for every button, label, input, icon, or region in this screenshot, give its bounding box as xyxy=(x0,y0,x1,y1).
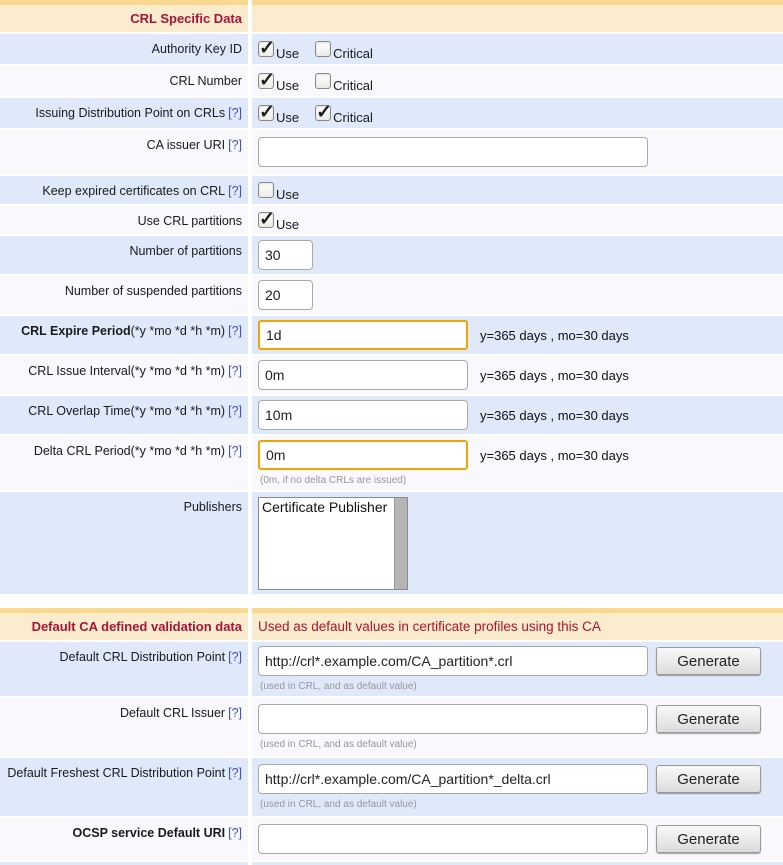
use-checkbox-label: Use xyxy=(276,45,300,61)
section-title: CRL Specific Data xyxy=(0,0,248,32)
row-crl-number xyxy=(0,66,783,96)
number-of-suspended-partitions-input[interactable] xyxy=(258,280,313,310)
use-checkbox[interactable] xyxy=(258,105,274,121)
field-label: CRL Number xyxy=(0,66,248,96)
time-conversion-hint: y=365 days , mo=30 days xyxy=(480,327,629,343)
field-label xyxy=(0,642,248,696)
field-label xyxy=(0,176,248,204)
field-label xyxy=(0,396,248,434)
help-link[interactable]: [?] xyxy=(228,444,242,458)
field-label xyxy=(0,98,248,128)
help-link[interactable]: [?] xyxy=(228,766,242,780)
field-label: Authority Key ID xyxy=(0,34,248,64)
help-link[interactable]: [?] xyxy=(228,324,242,338)
field-label xyxy=(0,316,248,354)
use-checkbox[interactable] xyxy=(258,182,274,198)
row-issuing-distribution-point xyxy=(0,98,783,128)
help-link[interactable]: [?] xyxy=(228,826,242,840)
field-label-text: Default CRL Issuer xyxy=(119,706,226,720)
field-note: (used in CRL, and as default value) xyxy=(260,681,417,692)
field-label xyxy=(0,130,248,174)
help-link[interactable]: [?] xyxy=(228,364,242,378)
field-label-bold: OCSP service Default URI xyxy=(72,826,226,840)
field-label: Use CRL partitions xyxy=(0,206,248,234)
help-link[interactable]: [?] xyxy=(228,404,242,418)
field-label: Number of partitions xyxy=(0,236,248,274)
publishers-listbox-content xyxy=(259,498,394,589)
field-label-suffix: (*y *mo *d *h *m) xyxy=(130,324,226,338)
generate-button[interactable]: Generate xyxy=(656,647,761,675)
row-keep-expired-certificates xyxy=(0,176,783,204)
field-label xyxy=(0,356,248,394)
ocsp-service-default-uri-input[interactable] xyxy=(258,824,648,854)
field-label-text: CRL Issue Interval(*y *mo *d *h *m) xyxy=(28,364,226,378)
use-checkbox-label: Use xyxy=(276,109,300,125)
row-use-crl-partitions xyxy=(0,206,783,234)
use-checkbox[interactable] xyxy=(258,41,274,57)
field-label xyxy=(0,758,248,816)
field-label xyxy=(0,698,248,756)
default-freshest-crl-distribution-point-input[interactable] xyxy=(258,764,648,794)
row-authority-key-id xyxy=(0,34,783,64)
use-checkbox-label: Use xyxy=(276,216,300,232)
section-header-crl-specific-data xyxy=(0,0,783,32)
ca-issuer-uri-input[interactable] xyxy=(258,137,648,167)
generate-button[interactable]: Generate xyxy=(656,705,761,733)
section-title: Default CA defined validation data xyxy=(0,608,248,640)
field-label-text: CA issuer URI xyxy=(146,138,226,152)
critical-checkbox-label: Critical xyxy=(333,45,373,61)
field-label-text: Issuing Distribution Point on CRLs xyxy=(35,106,226,120)
critical-checkbox[interactable] xyxy=(315,41,331,57)
row-default-crl-distribution-point xyxy=(0,642,783,696)
critical-checkbox-label: Critical xyxy=(333,77,373,93)
field-label-text: Default CRL Distribution Point xyxy=(59,650,226,664)
field-label: Number of suspended partitions xyxy=(0,276,248,314)
field-label-text: Keep expired certificates on CRL xyxy=(42,184,226,198)
field-label-text: CRL Overlap Time(*y *mo *d *h *m) xyxy=(28,404,226,418)
field-label xyxy=(0,818,248,860)
default-crl-issuer-input[interactable] xyxy=(258,704,648,734)
section-header-default-validation-data xyxy=(0,608,783,640)
row-default-crl-issuer xyxy=(0,698,783,756)
row-default-freshest-crl-distribution-point xyxy=(0,758,783,816)
time-conversion-hint: y=365 days , mo=30 days xyxy=(480,407,629,423)
critical-checkbox[interactable] xyxy=(315,73,331,89)
publishers-option[interactable]: Certificate Publisher xyxy=(262,499,388,515)
row-ocsp-service-default-uri xyxy=(0,818,783,860)
section-subtitle: Used as default values in certificate profiles using this CA xyxy=(252,608,783,640)
use-checkbox[interactable] xyxy=(258,212,274,228)
field-note: (0m, if no delta CRLs are issued) xyxy=(260,475,407,486)
time-conversion-hint: y=365 days , mo=30 days xyxy=(480,447,629,463)
use-checkbox-label: Use xyxy=(276,77,300,93)
row-delta-crl-period xyxy=(0,436,783,490)
delta-crl-period-input[interactable] xyxy=(258,440,468,470)
field-label: Publishers xyxy=(0,492,248,594)
field-note: (used in CRL, and as default value) xyxy=(260,799,417,810)
field-label-bold: CRL Expire Period xyxy=(21,324,131,338)
use-checkbox-label: Use xyxy=(276,186,300,202)
field-label-text: Delta CRL Period(*y *mo *d *h *m) xyxy=(33,444,226,458)
crl-overlap-time-input[interactable] xyxy=(258,400,468,430)
publishers-listbox[interactable] xyxy=(258,497,408,590)
listbox-scrollbar[interactable] xyxy=(394,498,407,589)
field-note: (used in CRL, and as default value) xyxy=(260,739,417,750)
generate-button[interactable]: Generate xyxy=(656,825,761,853)
crl-expire-period-input[interactable] xyxy=(258,320,468,350)
row-number-of-suspended-partitions xyxy=(0,276,783,314)
critical-checkbox-label: Critical xyxy=(333,109,373,125)
critical-checkbox[interactable] xyxy=(315,105,331,121)
row-ca-issuer-uri xyxy=(0,130,783,174)
help-link[interactable]: [?] xyxy=(228,650,242,664)
row-crl-overlap-time xyxy=(0,396,783,434)
field-label xyxy=(0,436,248,490)
help-link[interactable]: [?] xyxy=(228,706,242,720)
time-conversion-hint: y=365 days , mo=30 days xyxy=(480,367,629,383)
help-link[interactable]: [?] xyxy=(228,184,242,198)
default-crl-distribution-point-input[interactable] xyxy=(258,646,648,676)
field-label-text: Default Freshest CRL Distribution Point xyxy=(7,766,226,780)
section-header-spacer xyxy=(252,0,783,32)
section-divider xyxy=(0,596,783,608)
row-crl-expire-period xyxy=(0,316,783,354)
row-crl-issue-interval xyxy=(0,356,783,394)
row-number-of-partitions xyxy=(0,236,783,274)
row-publishers xyxy=(0,492,783,594)
number-of-partitions-input[interactable] xyxy=(258,240,313,270)
crl-issue-interval-input[interactable] xyxy=(258,360,468,390)
generate-button[interactable]: Generate xyxy=(656,765,761,793)
use-checkbox[interactable] xyxy=(258,73,274,89)
help-link[interactable]: [?] xyxy=(228,138,242,152)
help-link[interactable]: [?] xyxy=(228,106,242,120)
